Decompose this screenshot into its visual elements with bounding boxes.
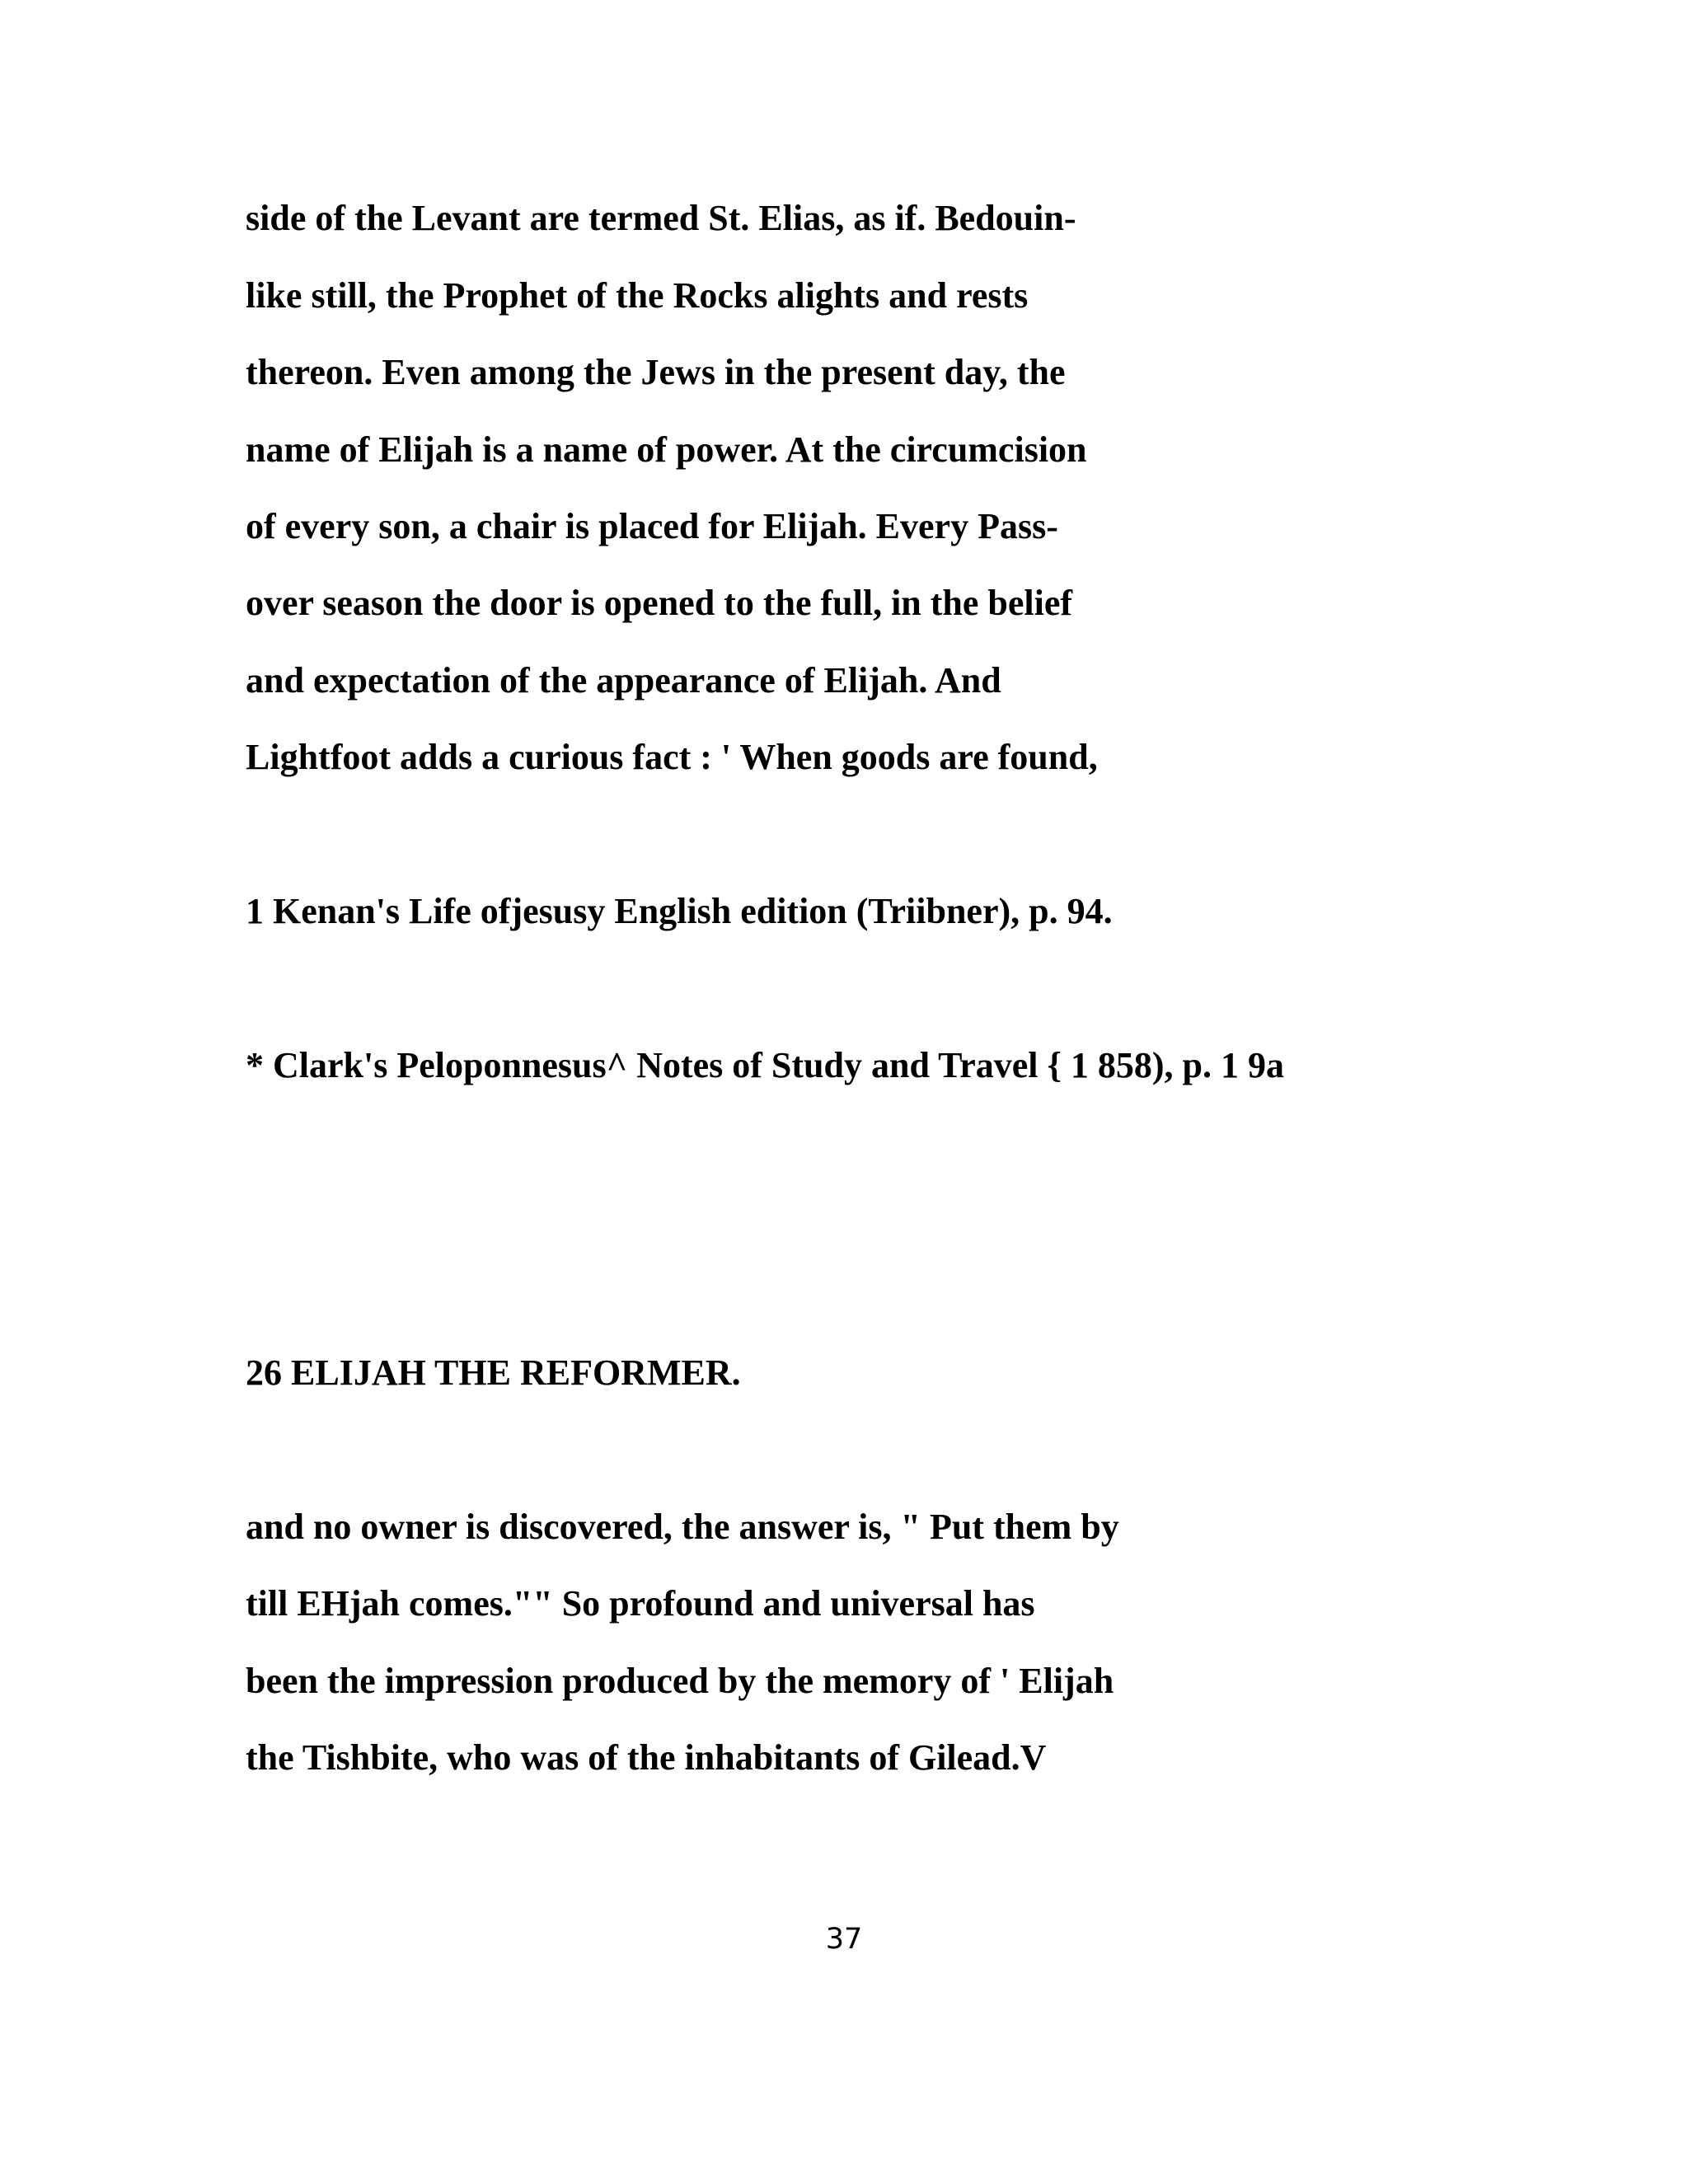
text-line: been the impression produced by the memory of ' Elijah bbox=[246, 1661, 1114, 1701]
text-line: of every son, a chair is placed for Elijah. Every Pass- bbox=[246, 506, 1058, 546]
text-line: side of the Levant are termed St. Elias, as if. Bedouin- bbox=[246, 198, 1076, 238]
page-number: 37 bbox=[825, 1923, 863, 1956]
text-line: name of Elijah is a name of power. At the circumcision bbox=[246, 429, 1087, 470]
text-line: till EHjah comes."" So profound and universal has bbox=[246, 1583, 1035, 1624]
text-line: the Tishbite, who was of the inhabitants of Gilead.V bbox=[246, 1737, 1047, 1778]
text-line: and expectation of the appearance of Elijah. And bbox=[246, 660, 1001, 701]
footnote: * Clark's Peloponnesus^ Notes of Study and Travel { 1 858), p. 1 9a bbox=[246, 1045, 1284, 1085]
footnote: 1 Kenan's Life ofjesusy English edition (Triibner), p. 94. bbox=[246, 891, 1113, 931]
running-head: 26 ELIJAH THE REFORMER. bbox=[246, 1352, 741, 1393]
text-line: over season the door is opened to the full, in the belief bbox=[246, 583, 1073, 623]
text-line: Lightfoot adds a curious fact : ' When goods are found, bbox=[246, 737, 1098, 777]
text-line: thereon. Even among the Jews in the present day, the bbox=[246, 352, 1066, 392]
text-line: like still, the Prophet of the Rocks alights and rests bbox=[246, 275, 1029, 316]
text-line: and no owner is discovered, the answer is, " Put them by bbox=[246, 1507, 1119, 1547]
